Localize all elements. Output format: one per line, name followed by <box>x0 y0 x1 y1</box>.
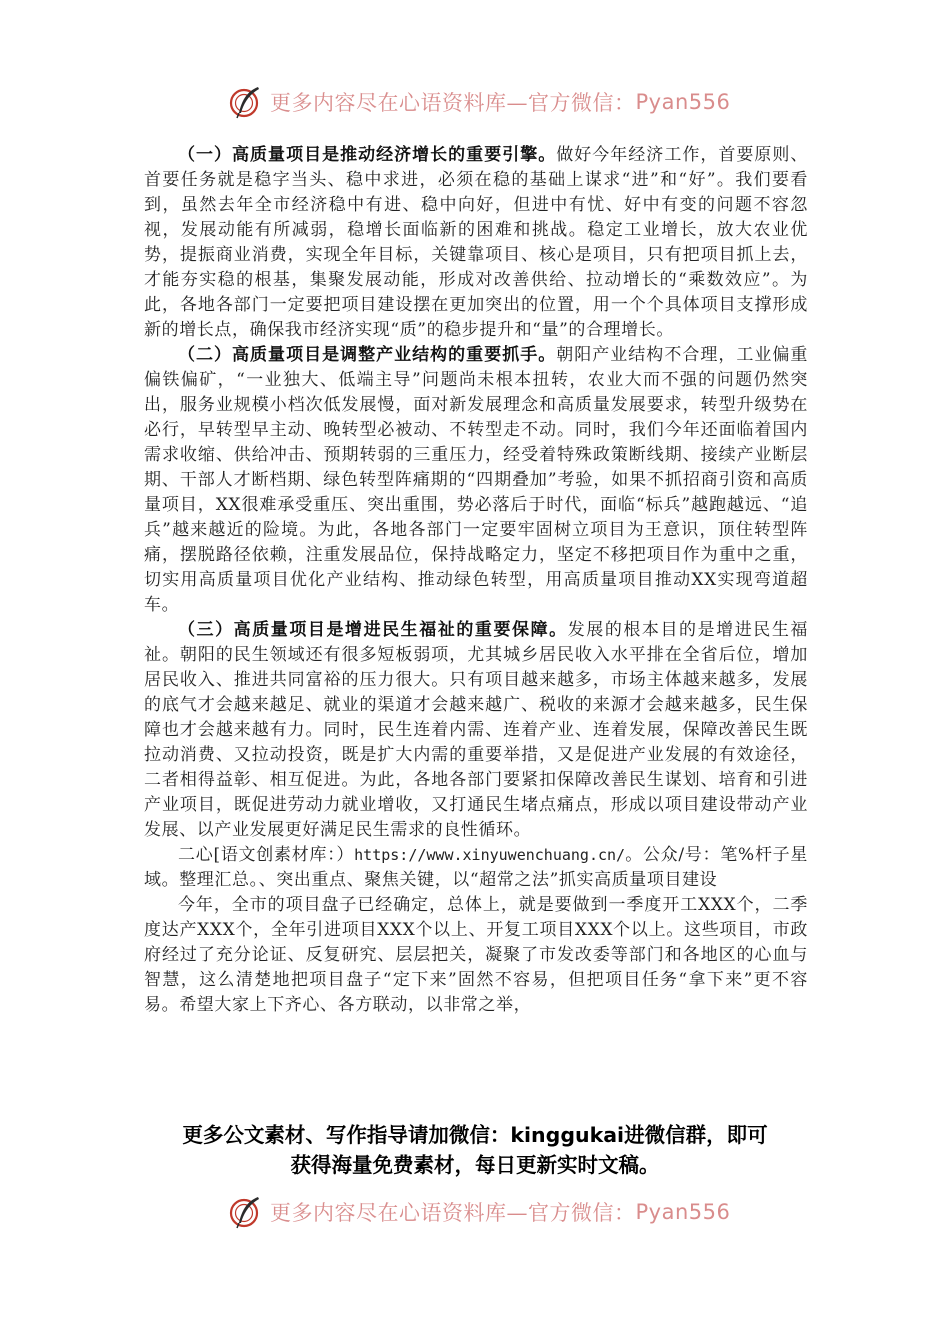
footer-banner <box>228 1190 748 1234</box>
paragraph-4-pre: 二心[语文创素材库：） <box>178 845 355 865</box>
paragraph-5-text: 今年，全市的项目盘子已经确定，总体上，就是要做到一季度开工XXX个，二季度达产XXX个，全年引进项目XXX个以上、开复工项目XXX个以上。这些项目，市政府经过了充分论证、反复研究、层层把关，凝聚了市发改委等部门和各地区的心血与智慧，这么清楚地把项目盘子“定下来”固然不容易，但把项目任务“拿下来”更不容易。希望大家上下齐心、各方联动，以非常之举， <box>144 895 808 1015</box>
paragraph-3-heading: （三）高质量项目是增进民生福祉的重要保障。 <box>178 620 568 640</box>
paragraph-4-post: 。公众/号：笔%杆子星域。整理汇总。、突出重点、聚焦关键，以“超常之法”抓实高质量项目建设 <box>144 845 808 890</box>
feather-logo-icon <box>228 84 264 120</box>
promo-notice <box>120 1120 830 1180</box>
feather-logo-icon <box>228 1194 264 1230</box>
promo-line-2: 获得海量免费素材，每日更新实时文稿。 <box>290 1153 660 1177</box>
paragraph-2-heading: （二）高质量项目是调整产业结构的重要抓手。 <box>178 345 557 365</box>
paragraph-2-text: 朝阳产业结构不合理，工业偏重偏铁偏矿，“一业独大、低端主导”问题尚未根本扭转，农业大而不强的问题仍然突出，服务业规模小档次低发展慢，面对新发展理念和高质量发展要求，转型升级势在必行，早转型早主动、晚转型必被动、不转型走不动。同时，我们今年还面临着国内需求收缩、供给冲击、预期转弱的三重压力，经受着特殊政策断线期、接续产业断层期、干部人才断档期、绿色转型阵痛期的“四期叠加”考验，如果不抓招商引资和高质量项目，XX很难承受重压、突出重围，势必落后于时代，面临“标兵”越跑越远、“追兵”越来越近的险境。为此，各地各部门一定要牢固树立项目为王意识，顶住转型阵痛，摆脱路径依赖，注重发展品位，保持战略定力，坚定不移把项目作为重中之重，切实用高质量项目优化产业结构、推动绿色转型，用高质量项目推动XX实现弯道超车。 <box>144 345 808 615</box>
paragraph-1 <box>144 143 808 343</box>
footer-banner-wechat: Pyan556 <box>635 1200 731 1224</box>
document-body <box>144 143 808 1018</box>
paragraph-1-heading: （一）高质量项目是推动经济增长的重要引擎。 <box>178 145 557 165</box>
paragraph-4 <box>144 843 808 893</box>
paragraph-3-text: 发展的根本目的是增进民生福祉。朝阳的民生领域还有很多短板弱项，尤其城乡居民收入水平排在全省后位，增加居民收入、推进共同富裕的压力很大。只有项目越来越多，市场主体越来越多，发展的底气才会越来越足、就业的渠道才会越来越广、税收的来源才会越来越多，民生保障也才会越来越有力。同时，民生连着内需、连着产业、连着发展，保障改善民生既拉动消费、又拉动投资，既是扩大内需的重要举措，又是促进产业发展的有效途径，二者相得益彰、相互促进。为此，各地各部门要紧扣保障改善民生谋划、培育和引进产业项目，既促进劳动力就业增收，又打通民生堵点痛点，形成以项目建设带动产业发展、以产业发展更好满足民生需求的良性循环。 <box>144 620 808 840</box>
paragraph-1-text: 做好今年经济工作，首要原则、首要任务就是稳字当头、稳中求进，必须在稳的基础上谋求“进”和“好”。我们要看到，虽然去年全市经济稳中有进、稳中向好，但进中有忧、好中有变的问题不容忽视，发展动能有所减弱，稳增长面临新的困难和挑战。稳定工业增长，放大农业优势，提振商业消费，实现全年目标，关键靠项目、核心是项目，只有把项目抓上去，才能夯实稳的根基，集聚发展动能，形成对改善供给、拉动增长的“乘数效应”。为此，各地各部门一定要把项目建设摆在更加突出的位置，用一个个具体项目支撑形成新的增长点，确保我市经济实现“质”的稳步提升和“量”的合理增长。 <box>144 145 808 340</box>
promo-line-1: 更多公文素材、写作指导请加微信：kinggukai进微信群，即可 <box>182 1123 768 1147</box>
paragraph-2 <box>144 343 808 618</box>
paragraph-5 <box>144 893 808 1018</box>
source-url-link[interactable]: https://www.xinyuwenchuang.cn/ <box>354 846 626 864</box>
header-banner-text: 更多内容尽在心语资料库—官方微信： <box>270 91 636 115</box>
footer-banner-text: 更多内容尽在心语资料库—官方微信： <box>270 1201 636 1225</box>
header-banner <box>228 80 748 124</box>
paragraph-3 <box>144 618 808 843</box>
header-banner-wechat: Pyan556 <box>635 90 731 114</box>
